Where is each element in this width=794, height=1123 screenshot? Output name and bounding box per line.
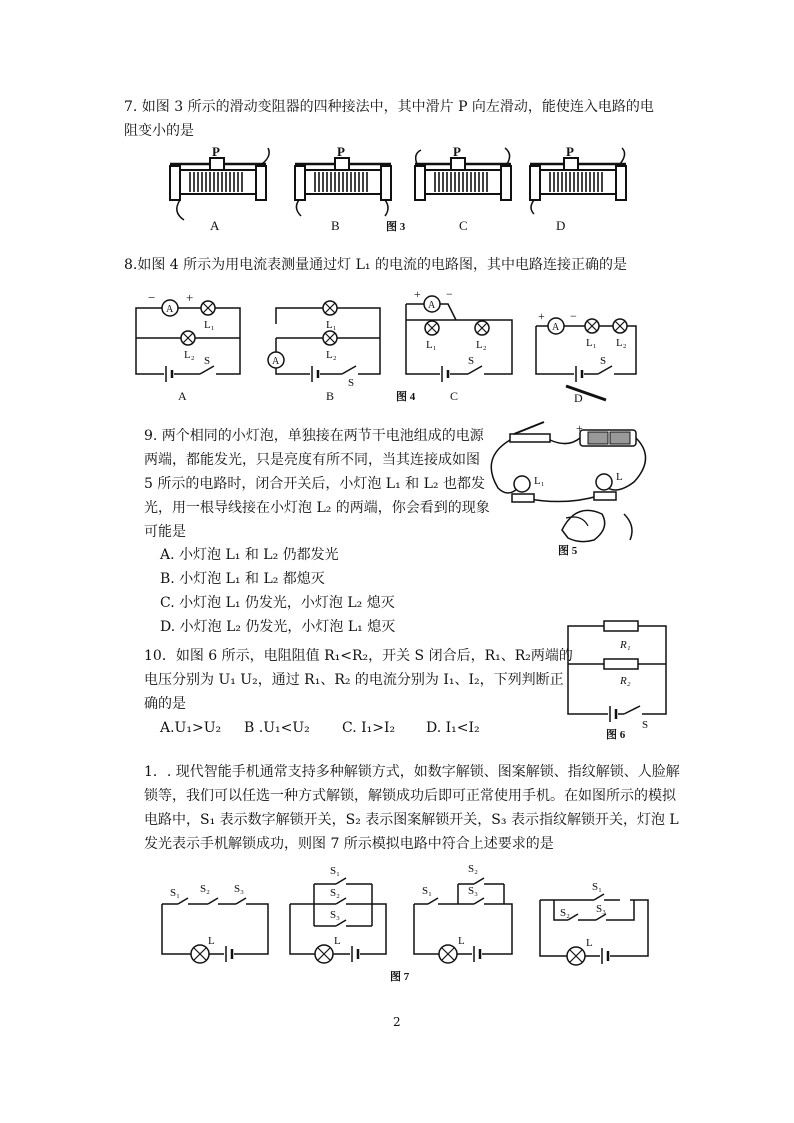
switch-label-c: S [468, 355, 475, 367]
lamp-label-l-c: L [458, 935, 465, 947]
q11-line: 电路中，S₁ 表示数字解锁开关，S₂ 表示图案解锁开关，S₃ 表示指纹解锁开关，灯泡 L [144, 812, 679, 828]
q10-line: 电压分别为 U₁ U₂，通过 R₁、R₂ 的电流分别为 I₁、I₂，下列判断正 [144, 672, 564, 688]
rheostat-d [530, 144, 626, 233]
q7-option-b: B [331, 218, 340, 233]
switch-label-s2-a: S₂ [200, 883, 210, 895]
lamp-label-l1-d: L₁ [586, 337, 597, 349]
figure-3-caption: 图 3 [386, 221, 406, 233]
figure-4-caption: 图 4 [396, 391, 416, 403]
resistor-label-r2: R₂ [620, 675, 631, 687]
q11-line: 锁等，我们可以任选一种方式解锁，解锁成功后即可正常使用手机。在如图所示的模拟 [144, 788, 676, 804]
slider-label-b: P [337, 144, 345, 159]
switch-label-fig6: S [642, 719, 649, 731]
q9-line: 两端，都能发光，只是亮度有所不同，当其连接成如图 [144, 452, 480, 468]
figure-3-rheostats [160, 146, 630, 236]
slider-label-d: P [566, 144, 574, 159]
q7-option-d: D [556, 218, 566, 233]
q8-option-a: A [178, 389, 187, 403]
q8-option-b: B [326, 389, 335, 403]
switch-label-s1-b: S₁ [330, 865, 340, 877]
minus-sign-c: − [446, 287, 453, 301]
circuit-a [136, 290, 240, 403]
q9-option-c[interactable]: C. 小灯泡 L₁ 仍发光，小灯泡 L₂ 熄灭 [160, 595, 395, 611]
switch-label-s3-b: S₃ [330, 909, 340, 921]
switch-label-a: S [204, 355, 211, 367]
q8-option-c: C [450, 389, 459, 403]
switch-label-s3-d: S₃ [596, 903, 606, 915]
switch-label-s3-a: S₃ [234, 883, 244, 895]
plus-sign-c: + [414, 287, 421, 301]
switch-label-s2-c: S₂ [468, 863, 478, 875]
q7-line2: 阻变小的是 [124, 123, 194, 139]
q11-line: 发光表示手机解锁成功，则图 7 所示模拟电路中符合上述要求的是 [144, 836, 554, 852]
figure-5-photo-circuit [484, 418, 654, 560]
figure-6-caption: 图 6 [606, 729, 626, 741]
plus-sign-fig5: + [576, 421, 583, 435]
q11-line: 1．. 现代智能手机通常支持多种解锁方式，如数字解锁、图案解锁、指纹解锁、人脸解 [144, 764, 680, 780]
rheostat-a [170, 144, 269, 233]
figure-7-circuits [150, 856, 670, 986]
lamp-label-l1-fig5: L₁ [534, 475, 545, 487]
ammeter-label-b: A [272, 356, 280, 367]
q9-line: 9. 两个相同的小灯泡，单独接在两节干电池组成的电源 [144, 428, 484, 444]
slider-label-c: P [453, 144, 461, 159]
page-number: 2 [393, 1015, 401, 1029]
minus-sign-d: − [570, 309, 577, 323]
q9-line: 5 所示的电路时，闭合开关后，小灯泡 L₁ 和 L₂ 也都发 [144, 476, 485, 492]
lamp-label-l1-b: L₁ [326, 319, 337, 331]
circuit-7a [162, 883, 268, 963]
switch-label-s3-c: S₃ [468, 885, 478, 897]
switch-label-s1-c: S₁ [422, 885, 432, 897]
switch-label-s2-d: S₂ [560, 907, 570, 919]
rheostat-c [415, 144, 511, 233]
lamp-label-l2-a: L₂ [184, 349, 195, 361]
q9-line: 光，用一根导线接在小灯泡 L₂ 的两端，你会看到的现象 [144, 500, 490, 516]
lamp-label-l2-c: L₂ [476, 339, 487, 351]
lamp-label-l-b: L [334, 935, 341, 947]
lamp-label-l-a: L [208, 935, 215, 947]
figure-4-circuits [130, 287, 670, 410]
plus-sign-d: + [538, 309, 545, 323]
q9-option-d[interactable]: D. 小灯泡 L₂ 仍发光，小灯泡 L₁ 熄灭 [160, 619, 396, 635]
lamp-label-l1-a: L₁ [204, 319, 215, 331]
slider-label-a: P [212, 144, 220, 159]
circuit-b [268, 301, 380, 403]
circuit-7b [290, 865, 386, 963]
resistor-label-r1: R₁ [620, 639, 631, 651]
q10-line: 10．如图 6 所示，电阻阻值 R₁<R₂，开关 S 闭合后，R₁、R₂两端的 [144, 648, 573, 664]
q10-line: 确的是 [144, 696, 186, 712]
q10-option-d[interactable]: D. I₁<I₂ [426, 720, 480, 736]
switch-label-s1-a: S₁ [170, 887, 180, 899]
q7-option-a: A [210, 218, 220, 233]
q9-option-a[interactable]: A. 小灯泡 L₁ 和 L₂ 仍都发光 [160, 547, 339, 563]
q10-option-b[interactable]: B .U₁<U₂ [244, 720, 310, 736]
switch-label-d: S [600, 355, 607, 367]
figure-7-caption: 图 7 [390, 971, 410, 983]
q10-option-c[interactable]: C. I₁>I₂ [342, 720, 396, 736]
ammeter-label-d: A [552, 322, 560, 333]
figure-5-caption: 图 5 [558, 545, 578, 557]
q7-line1: 7. 如图 3 所示的滑动变阻器的四种接法中，其中滑片 P 向左滑动，能使连入电路的电 [124, 99, 654, 115]
minus-sign-a: − [148, 290, 156, 305]
q8-text: 8.如图 4 所示为用电流表测量通过灯 L₁ 的电流的电路图，其中电路连接正确的是 [124, 257, 627, 273]
q10-option-a[interactable]: A.U₁>U₂ [160, 720, 222, 736]
lamp-label-l1-c: L₁ [426, 339, 437, 351]
q9-line: 可能是 [144, 524, 186, 540]
ammeter-label-c: A [428, 300, 436, 311]
q8-option-d: D [574, 391, 583, 405]
switch-label-s2-b: S₂ [330, 887, 340, 899]
switch-label-s1-d: S₁ [592, 881, 602, 893]
circuit-7c [414, 863, 512, 963]
circuit-d [536, 309, 636, 405]
circuit-7d [540, 881, 648, 965]
lamp-label-l2-fig5: L [616, 471, 623, 483]
switch-label-b: S [348, 377, 355, 389]
q9-option-b[interactable]: B. 小灯泡 L₁ 和 L₂ 都熄灭 [160, 571, 325, 587]
ammeter-label-a: A [166, 304, 174, 315]
plus-sign-a: + [186, 290, 194, 305]
rheostat-b [295, 144, 391, 233]
circuit-c [406, 287, 512, 403]
lamp-label-l2-d: L₂ [616, 337, 627, 349]
lamp-label-l2-b: L₂ [326, 349, 337, 361]
lamp-label-l-d: L [586, 937, 593, 949]
q7-option-c: C [459, 218, 468, 233]
figure-6-circuit [562, 620, 672, 740]
